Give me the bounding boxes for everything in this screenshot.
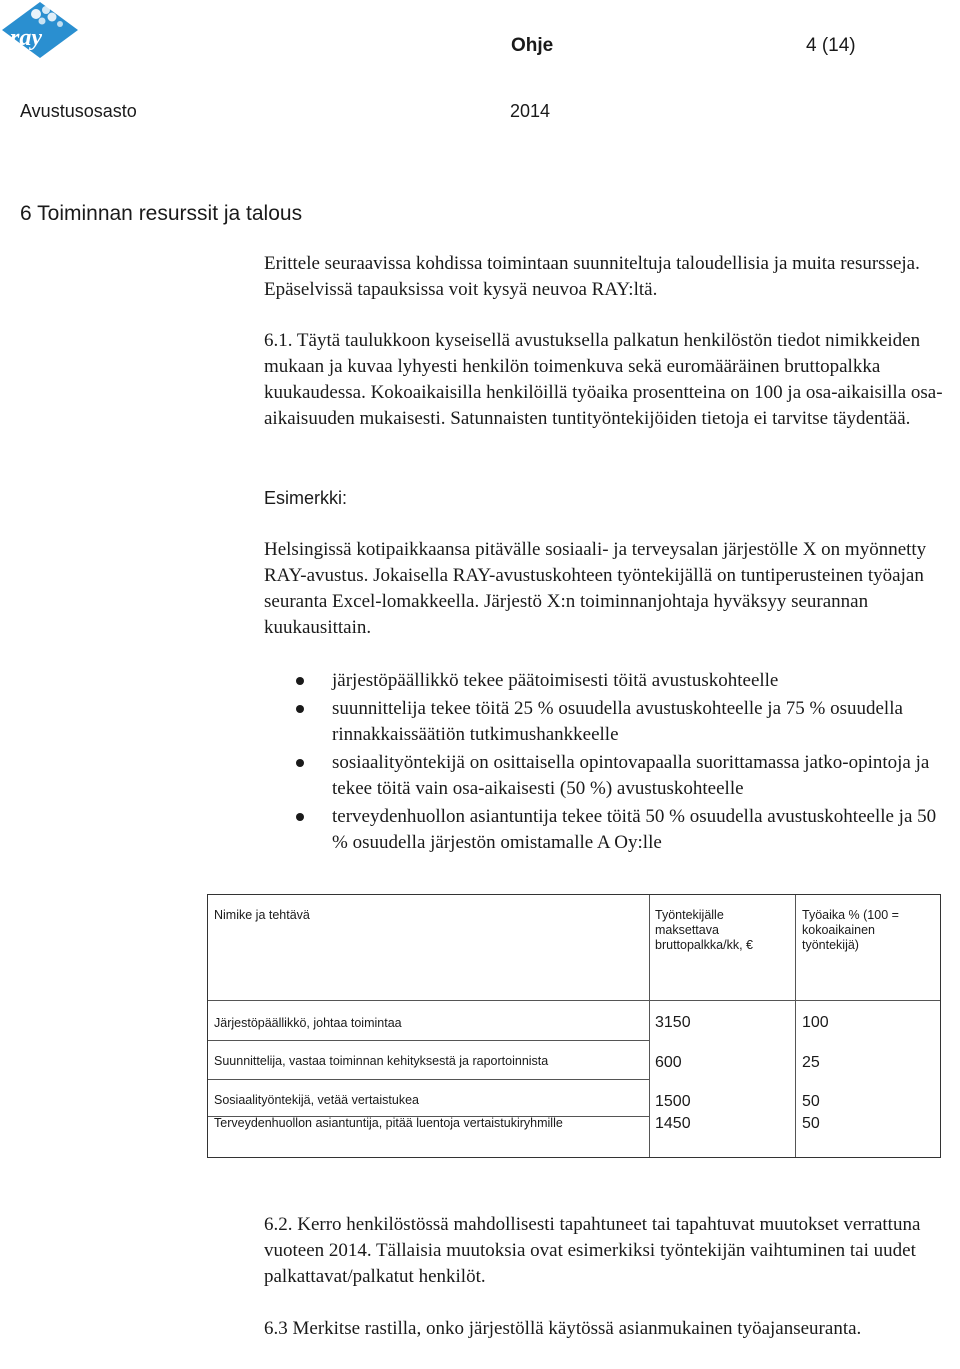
staff-table <box>207 894 941 1158</box>
example-bullet-list <box>264 668 954 858</box>
page-number: 4 (14) <box>806 35 856 56</box>
bullet-icon <box>296 813 304 821</box>
list-item: järjestöpäällikkö tekee päätoimisesti töitä avustuskohteelle <box>264 668 954 694</box>
bullet-icon <box>296 677 304 685</box>
question-6-2: 6.2. Kerro henkilöstössä mahdollisesti tapahtuneet tai tapahtuvat muutokset verrattuna vuoteen 2014. Tällaisia muutoksia ovat esimerkiksi työntekijän vaihtuminen tai uudet palkattavat/palkatut henkilöt. <box>264 1214 921 1287</box>
logo-text: ray <box>10 25 42 51</box>
table-row-3-worktime: 50 <box>802 1093 820 1110</box>
table-row-1-title: Järjestöpäällikkö, johtaa toimintaa <box>214 1016 402 1030</box>
table-row-4-worktime: 50 <box>802 1115 820 1132</box>
table-row-2-salary: 600 <box>655 1054 682 1071</box>
bullet-icon <box>296 705 304 713</box>
section-title: 6 Toiminnan resurssit ja talous <box>20 202 303 225</box>
example-label: Esimerkki: <box>264 488 348 508</box>
question-6-1: 6.1. Täytä taulukkoon kyseisellä avustuksella palkatun henkilöstön tiedot nimikkeiden mukaan ja kuvaa lyhyesti henkilön toimenkuva sekä euromääräinen bruttopalkka kuukaudessa. Kokoaikaisilla henkilöillä työaika prosentteina on 100 ja osa-aikaisilla osa-aikaisuuden mukaisesti. Satunnaisten tuntityöntekijöiden tietoja ei tarvitse täydentää. <box>264 330 943 429</box>
table-row-3-salary: 1500 <box>655 1093 691 1110</box>
ray-logo <box>0 0 80 60</box>
table-header-worktime: Työaika % (100 = kokoaikainen työntekijä) <box>802 908 899 952</box>
question-6-3: 6.3 Merkitse rastilla, onko järjestöllä käytössä asianmukainen työajanseuranta. <box>264 1318 862 1339</box>
table-row-1-worktime: 100 <box>802 1014 829 1031</box>
document-title: Ohje <box>511 35 554 56</box>
department: Avustusosasto <box>20 101 137 121</box>
table-row-4-title: Terveydenhuollon asiantuntija, pitää luentoja vertaistukiryhmille <box>214 1116 563 1130</box>
intro-paragraph: Erittele seuraavissa kohdissa toimintaan suunniteltuja taloudellisia ja muita resursseja. Epäselvissä tapauksissa voit kysyä neuvoa RAY:ltä. <box>264 253 920 300</box>
table-row-4-salary: 1450 <box>655 1115 691 1132</box>
table-row-1-salary: 3150 <box>655 1014 691 1031</box>
document-year: 2014 <box>510 101 551 121</box>
table-header-title: Nimike ja tehtävä <box>214 908 310 922</box>
table-header-salary: Työntekijälle maksettava bruttopalkka/kk, € <box>655 908 753 952</box>
table-row-2-title: Suunnittelija, vastaa toiminnan kehityksestä ja raportoinnista <box>214 1054 549 1068</box>
list-item: suunnittelija tekee töitä 25 % osuudella avustuskohteelle ja 75 % osuudella rinnakkaissäätiön tutkimushankkeelle <box>264 696 954 748</box>
table-row-2-worktime: 25 <box>802 1054 820 1071</box>
bullet-icon <box>296 759 304 767</box>
table-row-3-title: Sosiaalityöntekijä, vetää vertaistukea <box>214 1093 419 1107</box>
list-item: sosiaalityöntekijä on osittaisella opintovapaalla suorittamassa jatko-opintoja ja tekee töitä vain osa-aikaisesti (50 %) avustuskohteelle <box>264 750 954 802</box>
list-item: terveydenhuollon asiantuntija tekee töitä 50 % osuudella avustuskohteelle ja 50 % osuudella järjestön omistamalle A Oy:lle <box>264 804 954 856</box>
example-paragraph: Helsingissä kotipaikkaansa pitävälle sosiaali- ja terveysalan järjestölle X on myönnetty RAY-avustus. Jokaisella RAY-avustuskohteen työntekijällä on tuntiperusteinen työajan seuranta Excel-lomakkeella. Järjestö X:n toiminnanjohtaja hyväksyy seurannan kuukausittain. <box>264 539 927 638</box>
